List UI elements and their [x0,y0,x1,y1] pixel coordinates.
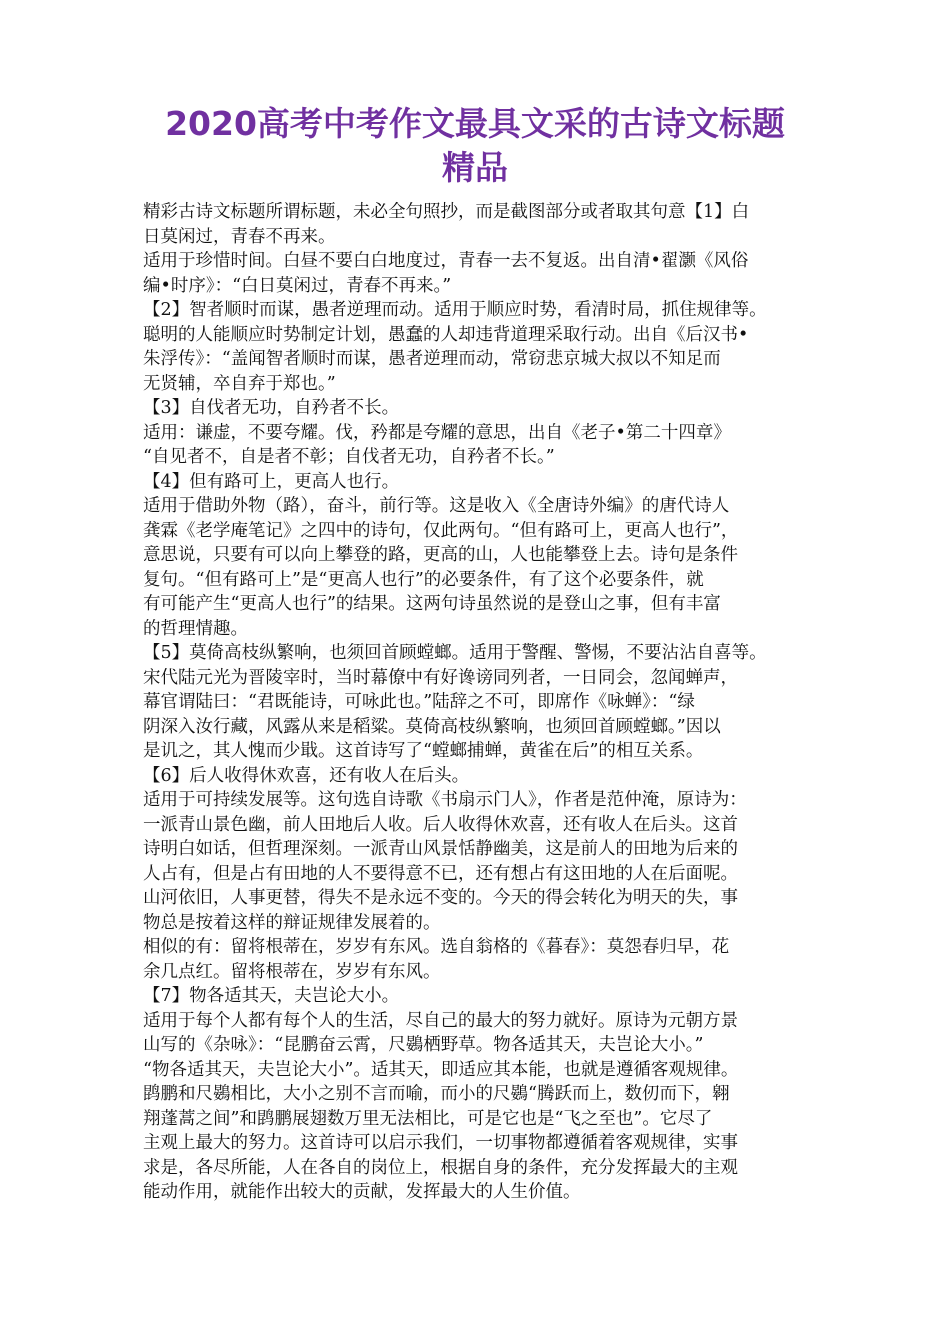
text-line: 意思说，只要有可以向上攀登的路，更高的山，人也能攀登上去。诗句是条件 [143,545,738,565]
text-line: 适用于可持续发展等。这句选自诗歌《书扇示门人》，作者是范仲淹，原诗为： [143,790,747,810]
text-line: 有可能产生“更高人也行”的结果。这两句诗虽然说的是登山之事，但有丰富 [143,594,721,614]
text-line: 朱浮传》：“盖闻智者顺时而谋，愚者逆理而动，常窃悲京城大叔以不知足而 [143,349,721,369]
text-line: 诗明白如话，但哲理深刻。一派青山风景恬静幽美，这是前人的田地为后来的 [143,839,738,859]
text-line: 【5】莫倚高枝纵繁响，也须回首顾螳螂。适用于警醒、警惕，不要沾沾自喜等。 [143,643,767,663]
document-title [100,102,850,190]
title-line-1: 2020高考中考作文最具文采的古诗文标题 [165,104,785,143]
text-line: 龚霖《老学庵笔记》之四中的诗句，仅此两句。“但有路可上，更高人也行”， [143,520,739,541]
text-line: 编•时序》：“白日莫闲过，青春不再来。” [143,275,452,296]
text-line: 人占有，但是占有田地的人不要得意不已，还有想占有这田地的人在后面呢。 [143,863,738,884]
text-line: 精彩古诗文标题所谓标题，未必全句照抄，而是截图部分或者取其句意【1】白 [143,202,750,222]
text-line: 是讥之，其人愧而少戢。这首诗写了“螳螂捕蝉，黄雀在后”的相互关系。 [143,741,704,761]
text-line: 翔蓬蒿之间”和鹍鹏展翅数万里无法相比，可是它也是“飞之至也”。它尽了 [143,1108,713,1129]
text-line: 物总是按着这样的辩证规律发展着的。 [143,912,441,933]
text-line: 适用于珍惜时间。白昼不要白白地度过，青春一去不复返。出自清•翟灏《风俗 [143,251,749,271]
text-line: 适用于借助外物（路），奋斗，前行等。这是收入《全唐诗外编》的唐代诗人 [143,496,730,516]
text-line: “物各适其天，夫岂论大小”。适其天，即适应其本能，也就是遵循客观规律。 [143,1059,739,1080]
text-line: 【4】但有路可上，更高人也行。 [143,471,400,492]
text-line: 适用：谦虚，不要夸耀。伐，矜都是夸耀的意思，出自《老子•第二十四章》 [143,422,731,443]
text-line: 【7】物各适其天，夫岂论大小。 [143,986,400,1006]
text-line: 【3】自伐者无功，自矜者不长。 [143,398,400,418]
text-line: 幕官谓陆曰：“君既能诗，可咏此也。”陆辞之不可，即席作《咏蝉》：“绿 [143,692,695,712]
text-line: 宋代陆元光为晋陵宰时，当时幕僚中有好谗谤同列者，一日同会，忽闻蝉声， [143,667,738,688]
text-line: 复句。“但有路可上”是“更高人也行”的必要条件，有了这个必要条件，就 [143,569,704,590]
title-line-2: 精品 [442,148,508,187]
text-line: 的哲理情趣。 [143,618,248,639]
text-line: 【6】后人收得休欢喜，还有收人在后头。 [143,765,470,786]
text-line: 相似的有：留将根蒂在，岁岁有东风。选自翁格的《暮春》：莫怨春归早，花 [143,937,730,957]
text-line: 日莫闲过，青春不再来。 [143,226,336,247]
text-line: 一派青山景色幽，前人田地后人收。后人收得休欢喜，还有收人在后头。这首 [143,814,738,835]
text-line: 适用于每个人都有每个人的生活，尽自己的最大的努力就好。原诗为元朝方景 [143,1010,738,1031]
text-line: 山写的《杂咏》：“昆鹏奋云霄，尺鷃栖野草。物各适其天，夫岂论大小。” [143,1035,704,1055]
text-line: 能动作用，就能作出较大的贡献，发挥最大的人生价值。 [143,1182,581,1202]
text-line: 阴深入汝行藏，风露从来是稻粱。莫倚高枝纵繁响，也须回首顾螳螂。”因以 [143,716,721,737]
text-line: 无贤辅，卒自弃于郑也。” [143,373,336,394]
document-body [143,200,833,1205]
text-line: 主观上最大的努力。这首诗可以启示我们，一切事物都遵循着客观规律，实事 [143,1133,738,1153]
text-line: 鹍鹏和尺鷃相比，大小之别不言而喻，而小的尺鷃“腾跃而上，数仞而下，翱 [143,1084,730,1104]
text-line: “自见者不，自是者不彰；自伐者无功，自矜者不长。” [143,447,555,467]
text-line: 山河依旧，人事更替，得失不是永远不变的。今天的得会转化为明天的失，事 [143,888,738,908]
text-line: 【2】智者顺时而谋，愚者逆理而动。适用于顺应时势，看清时局，抓住规律等。 [143,300,767,320]
text-line: 聪明的人能顺应时势制定计划，愚蠢的人却违背道理采取行动。出自《后汉书• [143,324,749,345]
text-line: 余几点红。留将根蒂在，岁岁有东风。 [143,961,441,982]
text-line: 求是，各尽所能，人在各自的岗位上，根据自身的条件，充分发挥最大的主观 [143,1157,738,1178]
